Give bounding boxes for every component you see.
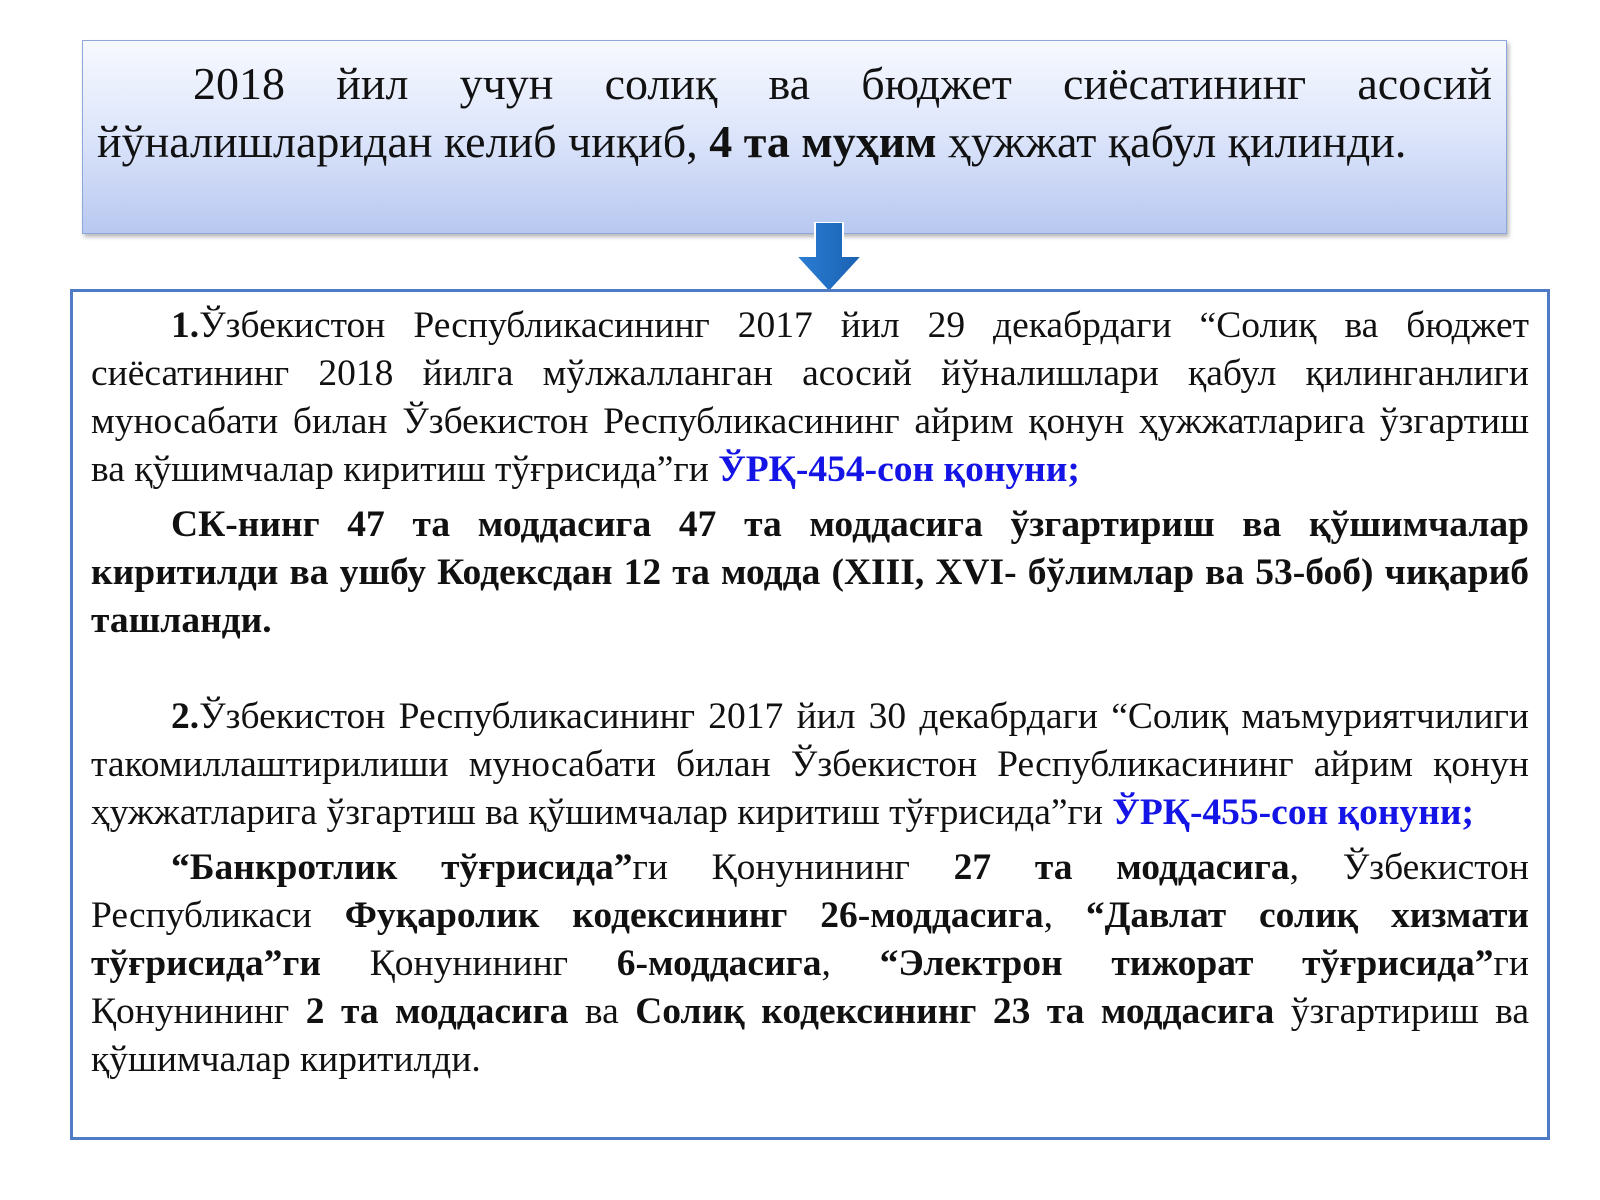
header-text	[97, 55, 1492, 171]
item-2-number: 2.	[171, 696, 200, 737]
down-arrow-icon	[794, 222, 864, 294]
main-content-box	[70, 289, 1550, 1140]
note-part: “Электрон тижорат тўғрисида”	[879, 943, 1494, 984]
item-2-paragraph	[91, 693, 1529, 837]
note-part: ,	[821, 943, 880, 984]
note-part: Қонунининг	[321, 943, 617, 984]
item-1-paragraph	[91, 302, 1529, 494]
note-part: 27 та моддасига	[953, 847, 1290, 888]
note-part: “Банкротлик тўғрисида”	[171, 847, 633, 888]
item-1-number: 1.	[171, 305, 200, 346]
header-text-bold: 4 та муҳим	[709, 116, 937, 167]
note-part: “Давлат солиқ хизмати тўғрисида”ги	[91, 895, 1529, 984]
header-box	[82, 40, 1507, 234]
note-part: 2 та моддасига	[305, 991, 569, 1032]
note-part: 6-моддасига	[616, 943, 822, 984]
note-part: ги Қонунининг	[632, 847, 954, 888]
note-part: , Ўзбекистон Республикаси	[91, 847, 1529, 936]
note-part: Солиқ кодексининг 23 та моддасига	[635, 991, 1275, 1032]
item-1-note: СК-нинг 47 та моддасига 47 та моддасига ўзгартириш ва қўшимчалар киритилди ва ушбу Кодексдан 12 та модда (XIII, XVI- бўлимлар ва 53-боб) чиқариб ташланди.	[91, 504, 1529, 641]
header-text-part: 2018 йил учун солиқ ва бюджет сиёсатининг асосий йўналишларидан келиб чиқиб,	[97, 58, 1492, 167]
item-1-law-link[interactable]: ЎРҚ-454-сон қонуни;	[718, 449, 1080, 490]
note-part: ги Қонунининг	[91, 943, 1529, 1032]
note-part: ўзгартириш ва қўшимчалар киритилди.	[91, 991, 1529, 1080]
item-2-text: Ўзбекистон Республикасининг 2017 йил 30 декабрдаги “Солиқ маъмуриятчилиги такомиллаштирилиши муносабати билан Ўзбекистон Республикасининг айрим қонун ҳужжатларига ўзгартиш ва қўшимчалар киритиш тўғрисида”ги	[91, 696, 1529, 833]
item-2-law-link[interactable]: ЎРҚ-455-сон қонуни;	[1112, 792, 1474, 833]
note-part: ва	[568, 991, 636, 1032]
note-part: ,	[1043, 895, 1086, 936]
note-part: Фуқаролик кодексининг 26-моддасига	[344, 895, 1044, 936]
header-text-part: ҳужжат қабул қилинди.	[936, 116, 1407, 167]
item-2-note	[91, 844, 1529, 1084]
item-1-text: Ўзбекистон Республикасининг 2017 йил 29 декабрдаги “Солиқ ва бюджет сиёсатининг 2018 йилга мўлжалланган асосий йўналишлари қабул қилинганлиги муносабати билан Ўзбекистон Республикасининг айрим қонун ҳужжатларига ўзгартиш ва қўшимчалар киритиш тўғрисида”ги	[91, 305, 1529, 490]
